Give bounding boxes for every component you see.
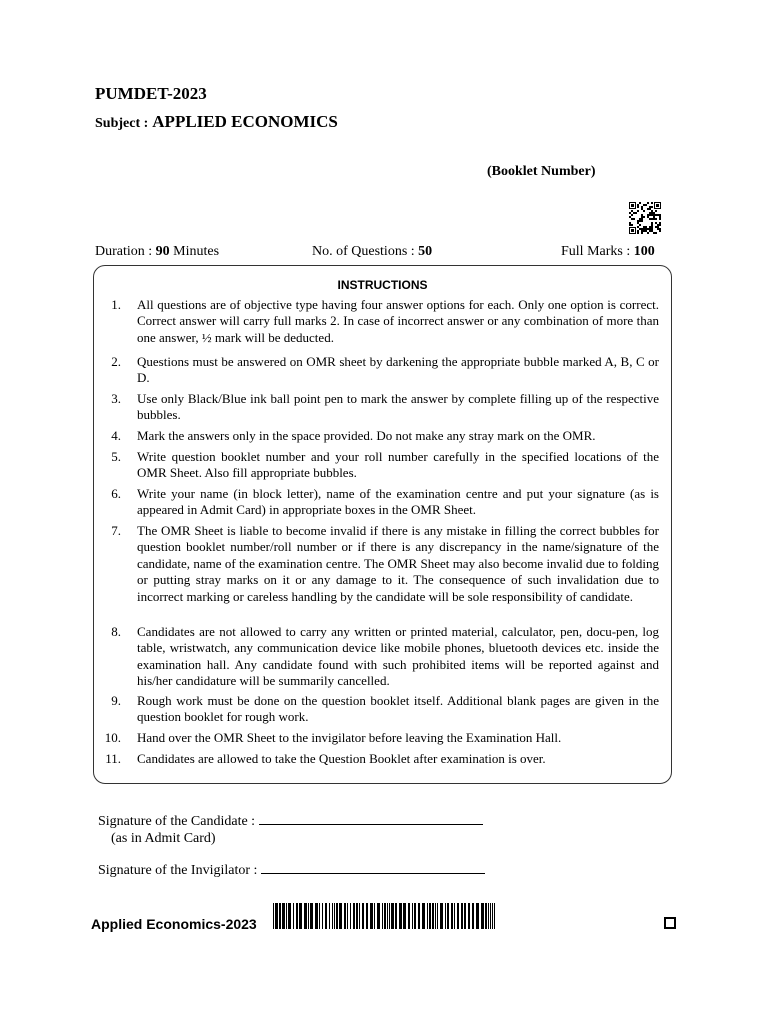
subject-label: Subject : bbox=[95, 116, 149, 131]
invigilator-signature-label: Signature of the Invigilator : bbox=[98, 863, 258, 878]
questions-value: 50 bbox=[418, 244, 433, 259]
booklet-number-label: (Booklet Number) bbox=[487, 164, 596, 179]
instruction-number: 6. bbox=[111, 486, 121, 501]
marks-label: Full Marks : bbox=[561, 244, 631, 259]
instruction-text: Write your name (in block letter), name of the examination centre and put your signature (as is appeared in Admit Card) in appropriate boxes in the OMR Sheet. bbox=[137, 486, 659, 518]
subject-value: APPLIED ECONOMICS bbox=[152, 112, 338, 131]
instruction-number: 10. bbox=[104, 730, 121, 745]
duration-value: 90 bbox=[155, 244, 170, 259]
invigilator-signature-line bbox=[261, 872, 485, 874]
candidate-signature bbox=[98, 814, 483, 830]
duration-label: Duration : bbox=[95, 244, 153, 259]
qr-code-icon bbox=[629, 202, 661, 234]
barcode-icon bbox=[273, 903, 496, 929]
candidate-signature-line bbox=[259, 823, 483, 825]
instruction-number: 4. bbox=[111, 428, 121, 443]
instruction-number: 9. bbox=[111, 693, 121, 708]
instruction-number: 7. bbox=[111, 523, 121, 538]
instruction-number: 8. bbox=[111, 624, 121, 639]
invigilator-signature bbox=[98, 863, 485, 879]
instructions-box bbox=[93, 265, 672, 784]
instruction-text: All questions are of objective type having four answer options for each. Only one option is correct. Correct answer will carry full marks 2. In case of incorrect answer or any combination of more than one answer, ½ mark will be deducted. bbox=[137, 297, 659, 345]
candidate-signature-label: Signature of the Candidate : bbox=[98, 814, 256, 829]
instruction-text: Rough work must be done on the question booklet itself. Additional blank pages are given in the question booklet for rough work. bbox=[137, 693, 659, 725]
candidate-signature-note: (as in Admit Card) bbox=[111, 831, 216, 846]
instruction-number: 11. bbox=[105, 751, 121, 766]
exam-title: PUMDET-2023 bbox=[95, 84, 207, 103]
instruction-number: 3. bbox=[111, 391, 121, 406]
instruction-number: 1. bbox=[111, 297, 121, 312]
instruction-text: Mark the answers only in the space provided. Do not make any stray mark on the OMR. bbox=[137, 428, 596, 443]
footer-title: Applied Economics-2023 bbox=[91, 916, 257, 932]
instruction-text: Use only Black/Blue ink ball point pen to mark the answer by complete filling up of the respective bubbles. bbox=[137, 391, 659, 423]
instruction-text: Candidates are allowed to take the Question Booklet after examination is over. bbox=[137, 751, 546, 766]
duration-unit: Minutes bbox=[173, 244, 220, 259]
instruction-text: Hand over the OMR Sheet to the invigilator before leaving the Examination Hall. bbox=[137, 730, 562, 745]
instruction-text: The OMR Sheet is liable to become invalid if there is any mistake in filling the correct bubbles for question booklet number/roll number or if there is any discrepancy in the name/signature of the candidate, name of the examination centre. The OMR Sheet may also become invalid due to folding or putting stray marks on it or any damage to it. The consequence of such invalidation due to incorrect marking or careless handling by the candidate will be sole responsibility of candidate. bbox=[137, 523, 659, 604]
full-marks bbox=[561, 244, 655, 260]
instruction-number: 2. bbox=[111, 354, 121, 369]
questions-label: No. of Questions : bbox=[312, 244, 415, 259]
duration bbox=[95, 244, 219, 260]
square-marker-icon bbox=[664, 917, 676, 929]
question-count bbox=[312, 244, 432, 260]
instruction-text: Candidates are not allowed to carry any written or printed material, calculator, pen, docu-pen, log table, wristwatch, any communication device like mobile phones, bluetooth devices etc. inside the examination hall. Any candidate found with such prohibited items will be reported against and his/her candidature will be summarily cancelled. bbox=[137, 624, 659, 689]
instruction-text: Write question booklet number and your roll number carefully in the specified locations of the OMR Sheet. Also fill appropriate bubbles. bbox=[137, 449, 659, 481]
subject-line bbox=[95, 112, 338, 132]
instructions-heading: INSTRUCTIONS bbox=[337, 278, 428, 292]
marks-value: 100 bbox=[633, 244, 655, 259]
instruction-number: 5. bbox=[111, 449, 121, 464]
instruction-text: Questions must be answered on OMR sheet by darkening the appropriate bubble marked A, B, C or D. bbox=[137, 354, 659, 386]
